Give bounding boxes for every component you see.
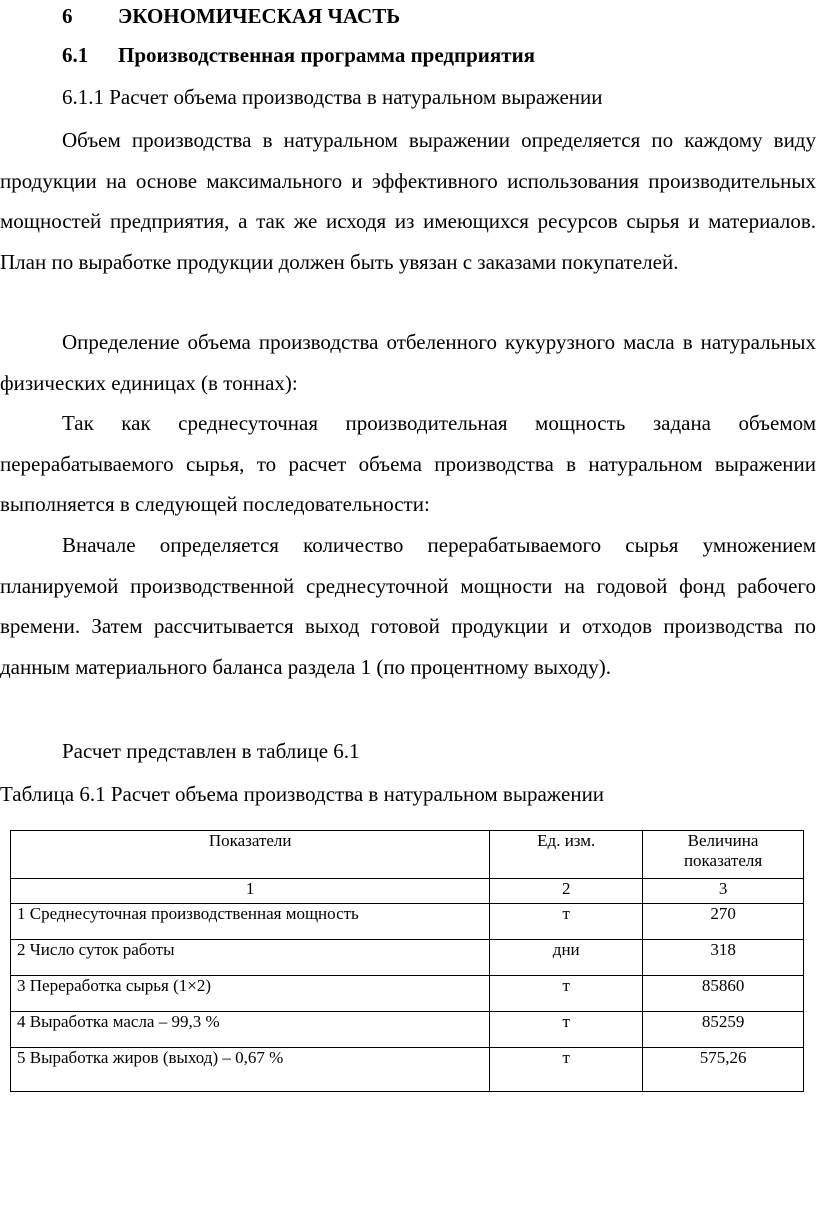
indicator-unit: т <box>490 1048 643 1092</box>
section-title: ЭКОНОМИЧЕСКАЯ ЧАСТЬ <box>118 4 401 28</box>
paragraph: Так как среднесуточная производительная мощность задана объемом перерабатываемого сырья, то расчет объема производства в натуральном выражении выполняется в следующей последовательности: <box>0 411 816 517</box>
table-header-row <box>11 831 804 879</box>
indicator-unit: т <box>490 904 643 940</box>
section-heading <box>62 4 400 29</box>
indicator-name: 4 Выработка масла – 99,3 % <box>11 1012 490 1048</box>
table-caption: Таблица 6.1 Расчет объема производства в натуральном выражении <box>0 782 605 806</box>
indicator-value: 85259 <box>643 1012 804 1048</box>
subsection-number: 6.1 <box>62 43 89 67</box>
indicator-name: 1 Среднесуточная производственная мощность <box>11 904 490 940</box>
indicator-name: 3 Переработка сырья (1×2) <box>11 976 490 1012</box>
indicator-unit: т <box>490 1012 643 1048</box>
indicator-value: 318 <box>643 940 804 976</box>
table-row <box>11 976 804 1012</box>
production-table <box>10 830 804 1092</box>
table-row <box>11 940 804 976</box>
indicator-value: 270 <box>643 904 804 940</box>
subsection-heading <box>62 43 535 68</box>
column-index: 1 <box>11 879 490 904</box>
paragraph: Определение объема производства отбеленного кукурузного масла в натуральных физических единицах (в тоннах): <box>0 330 816 395</box>
column-header: Ед. изм. <box>490 831 643 879</box>
indicator-value: 575,26 <box>643 1048 804 1092</box>
subsubsection-heading: 6.1.1 Расчет объема производства в натуральном выражении <box>62 85 603 109</box>
column-header: Величина показателя <box>643 831 804 879</box>
indicator-value: 85860 <box>643 976 804 1012</box>
indicator-name: 2 Число суток работы <box>11 940 490 976</box>
indicator-unit: т <box>490 976 643 1012</box>
indicator-name: 5 Выработка жиров (выход) – 0,67 % <box>11 1048 490 1092</box>
paragraph: Расчет представлен в таблице 6.1 <box>62 739 360 763</box>
column-index: 3 <box>643 879 804 904</box>
table-row <box>11 1048 804 1092</box>
table-row <box>11 904 804 940</box>
section-number: 6 <box>62 4 73 28</box>
indicator-unit: дни <box>490 940 643 976</box>
column-header: Показатели <box>11 831 490 879</box>
column-index: 2 <box>490 879 643 904</box>
paragraph: Вначале определяется количество перерабатываемого сырья умножением планируемой производственной среднесуточной мощности на годовой фонд рабочего времени. Затем рассчитывается выход готовой продукции и отходов производства по данным материального баланса раздела 1 (по процентному выходу). <box>0 533 816 679</box>
table-index-row <box>11 879 804 904</box>
table-row <box>11 1012 804 1048</box>
paragraph: Объем производства в натуральном выражении определяется по каждому виду продукции на основе максимального и эффективного использования производительных мощностей предприятия, а так же исходя из имеющихся ресурсов сырья и материалов. План по выработке продукции должен быть увязан с заказами покупателей. <box>0 128 816 274</box>
subsection-title: Производственная программа предприятия <box>118 43 536 67</box>
